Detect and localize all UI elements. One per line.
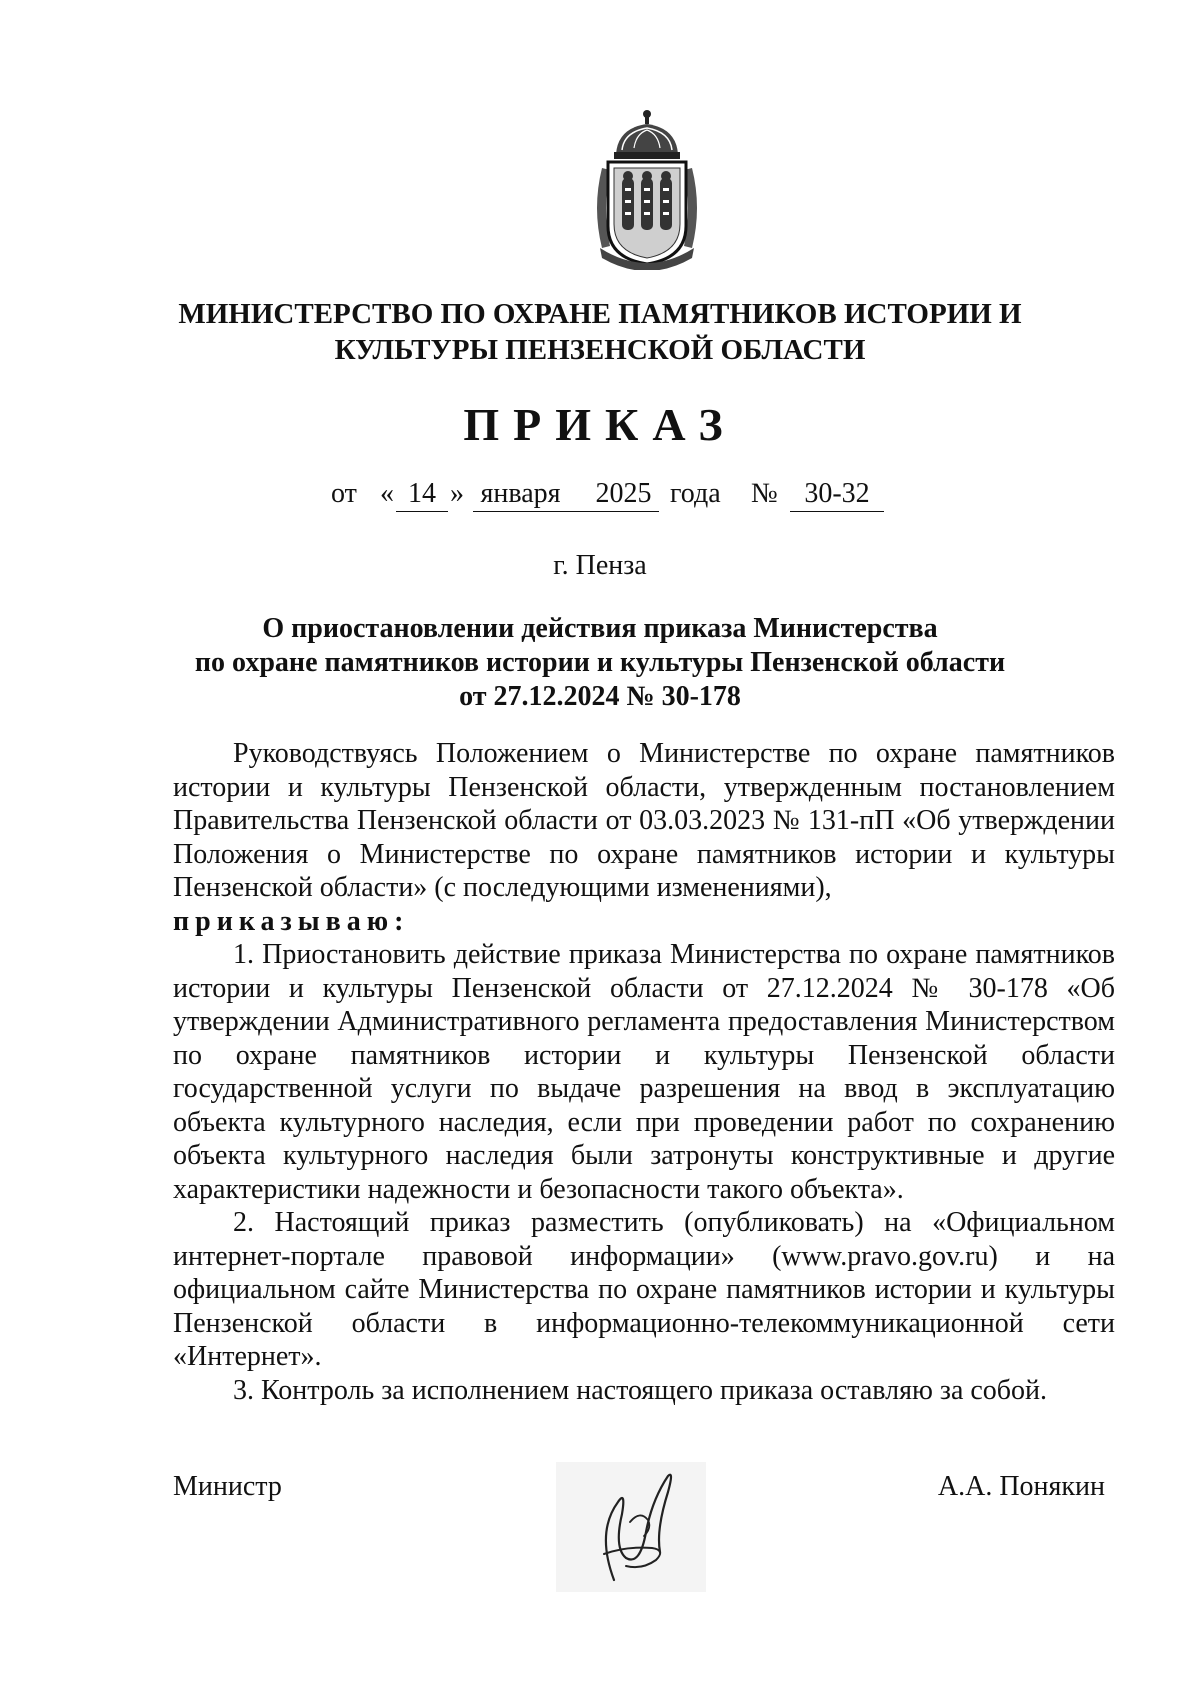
order-item-1: 1. Приостановить действие приказа Министерства по охране памятников истории и культуры Пензенской области от 27.12.2024 № 30-178 «Об утверждении Административного регламента предоставления Министерством по охране памятников истории и культуры Пензенской области государственной услуги по выдаче разрешения на ввод в эксплуатацию объекта культурного наследия, если при проведении работ по сохранению объекта культурного наследия были затронуты конструктивные и другие характеристики надежности и безопасности такого объекта». [173,939,1115,1205]
order-body [173,737,1115,1407]
ministry-name-line-1: МИНИСТЕРСТВО ПО ОХРАНЕ ПАМЯТНИКОВ ИСТОРИИ И [178,298,1022,330]
dateline-year-word: года [670,478,721,509]
order-word: приказываю: [173,905,410,937]
dateline-number: 30-32 [790,478,884,512]
dateline-day: 14 [396,478,448,512]
order-item-2: 2. Настоящий приказ разместить (опубликовать) на «Официальном интернет-портале правовой информации» (www.pravo.gov.ru) и на официальном сайте Министерства по охране памятников истории и культуры Пензенской области в информационно-телекоммуникационной сети «Интернет». [173,1207,1115,1372]
dateline-year: 2025 [595,478,652,509]
subject-line-1: О приостановлении действия приказа Министерства [262,613,938,644]
ministry-name-line-2: КУЛЬТУРЫ ПЕНЗЕНСКОЙ ОБЛАСТИ [334,334,866,366]
handwritten-signature [556,1462,706,1592]
order-item-3: 3. Контроль за исполнением настоящего приказа оставляю за собой. [233,1374,1048,1406]
dateline-number-sign: № [751,478,778,509]
document-type-title: ПРИКАЗ [463,399,737,450]
order-subject [150,612,1050,714]
dateline-open-quote: « [380,478,394,509]
dateline-month-year [473,478,659,512]
preamble-paragraph: Руководствуясь Положением о Министерстве по охране памятников истории и культуры Пензенской области, утвержденным постановлением Правительства Пензенской области от 03.03.2023 № 131-пП «Об утверждении Положения о Министерстве по охране памятников истории и культуры Пензенской области» (с последующими изменениями), [173,738,1115,903]
city: г. Пенза [553,550,647,581]
signatory-position: Министр [173,1471,282,1502]
dateline [0,478,1200,518]
subject-line-3: от 27.12.2024 № 30-178 [459,681,741,712]
signatory-name: А.А. Понякин [937,1471,1105,1502]
dateline-month: января [480,478,561,509]
dateline-from: от [331,478,357,509]
dateline-close-quote: » [450,478,464,509]
subject-line-2: по охране памятников истории и культуры Пензенской области [194,647,1006,678]
coat-of-arms-icon [588,108,706,270]
